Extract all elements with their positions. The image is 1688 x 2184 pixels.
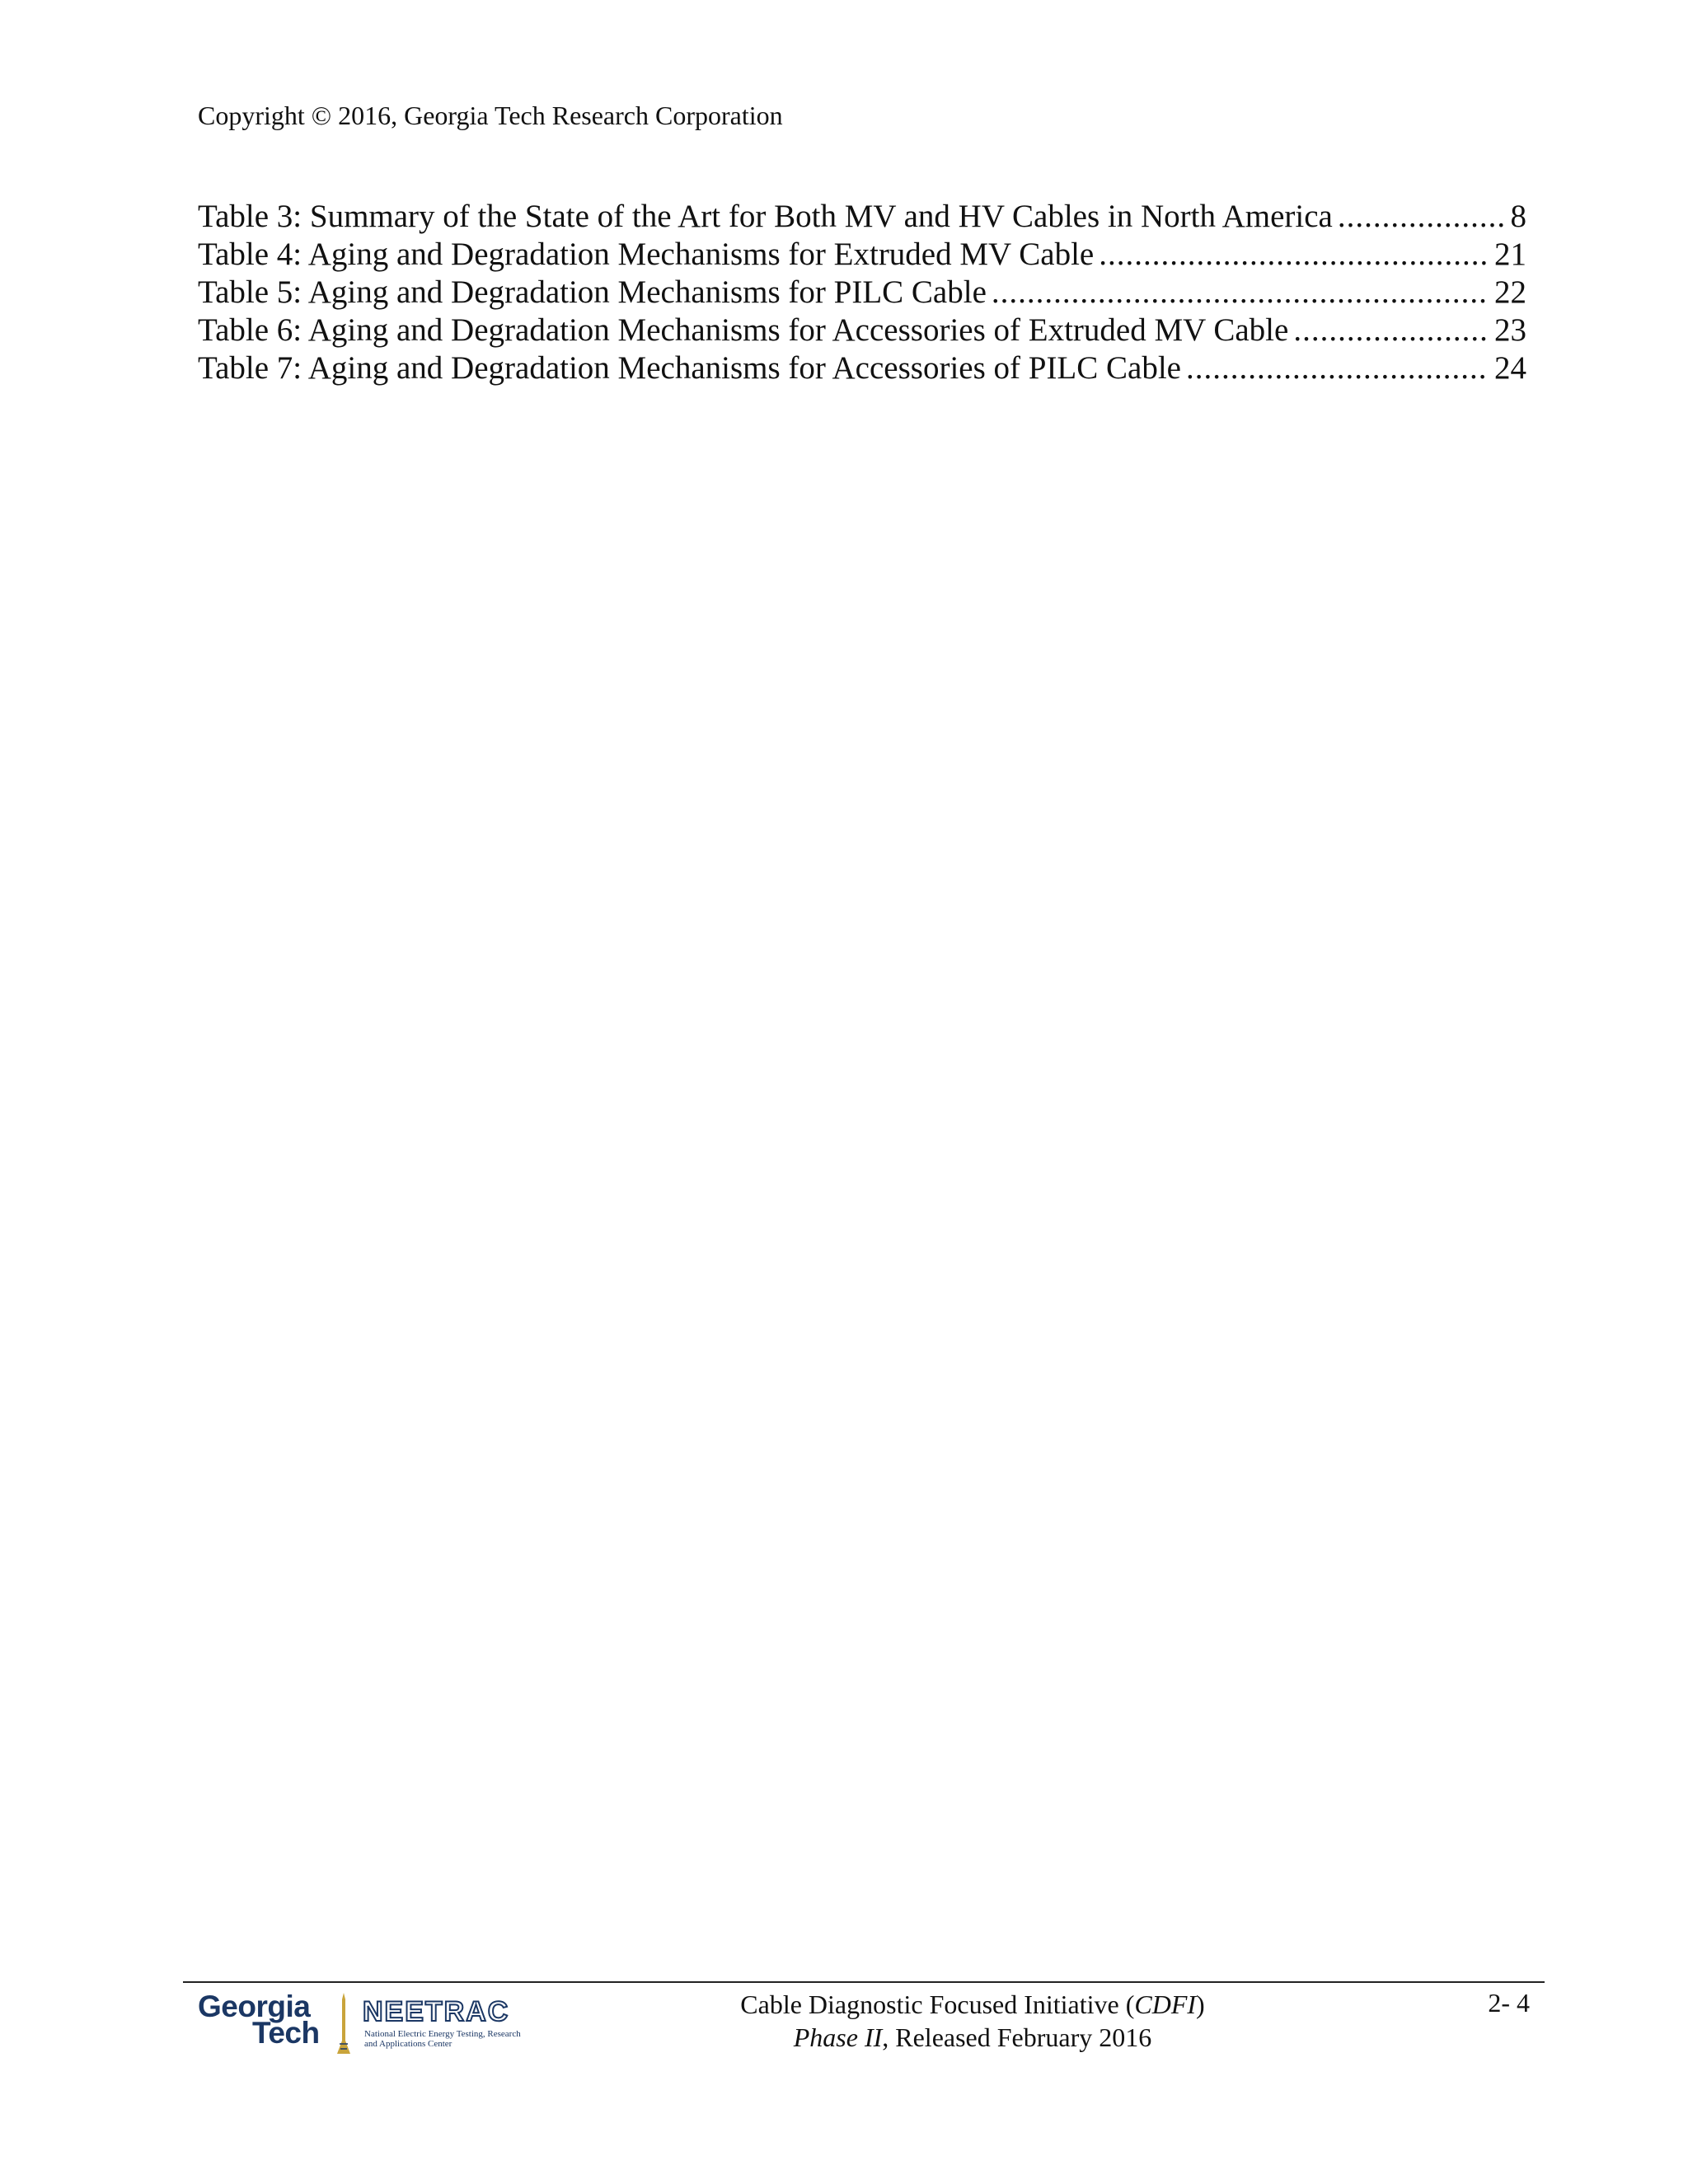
copyright-header: Copyright © 2016, Georgia Tech Research Corporation <box>198 101 783 130</box>
toc-entry[interactable] <box>198 198 1526 236</box>
footer-text: ) <box>1196 1990 1205 2019</box>
toc-entry-title: Table 5: Aging and Degradation Mechanisms for PILC Cable <box>198 274 987 310</box>
dot-leader <box>992 274 1489 312</box>
toc-entry-title: Table 7: Aging and Degradation Mechanisms for Accessories of PILC Cable <box>198 350 1181 386</box>
footer-text-italic: Phase II <box>793 2022 883 2052</box>
footer-text: , Released February 2016 <box>882 2022 1152 2052</box>
page-number: 2- 4 <box>1488 1988 1530 2018</box>
logo-neetrac-subtitle-line: National Electric Energy Testing, Research <box>364 2029 521 2039</box>
toc-entry[interactable] <box>198 236 1526 274</box>
list-of-tables <box>198 198 1526 387</box>
footer-text-italic: CDFI <box>1134 1990 1197 2019</box>
toc-entry-page: 23 <box>1494 312 1526 348</box>
toc-entry-title: Table 4: Aging and Degradation Mechanisms for Extruded MV Cable <box>198 237 1095 272</box>
toc-entry[interactable] <box>198 349 1526 387</box>
logo-georgia-text: Georgia <box>198 1990 311 2023</box>
toc-entry[interactable] <box>198 312 1526 349</box>
dot-leader <box>1338 198 1506 236</box>
footer-document-title <box>577 1988 1368 2054</box>
footer-divider <box>183 1981 1545 1983</box>
logo-neetrac-text: NEETRAC <box>363 1996 510 2027</box>
logo-tech-text: Tech <box>252 2016 320 2050</box>
footer-text: Cable Diagnostic Focused Initiative ( <box>740 1990 1135 2019</box>
footer-line-2 <box>577 2021 1368 2054</box>
logo-neetrac-subtitle <box>364 2029 521 2049</box>
toc-entry-title: Table 6: Aging and Degradation Mechanisms for Accessories of Extruded MV Cable <box>198 312 1289 348</box>
toc-entry-page: 24 <box>1494 350 1526 386</box>
georgia-tech-neetrac-logo <box>198 1988 560 2057</box>
toc-entry-page: 22 <box>1494 274 1526 310</box>
toc-entry[interactable] <box>198 274 1526 312</box>
footer-line-1 <box>577 1988 1368 2021</box>
toc-entry-title: Table 3: Summary of the State of the Art for Both MV and HV Cables in North America <box>198 199 1333 234</box>
dot-leader <box>1099 236 1489 274</box>
dot-leader <box>1293 312 1489 349</box>
tower-icon <box>335 1991 353 2055</box>
toc-entry-page: 21 <box>1494 237 1526 272</box>
logo-neetrac-subtitle-line: and Applications Center <box>364 2039 452 2049</box>
toc-entry-page: 8 <box>1510 199 1526 234</box>
dot-leader <box>1186 349 1489 387</box>
